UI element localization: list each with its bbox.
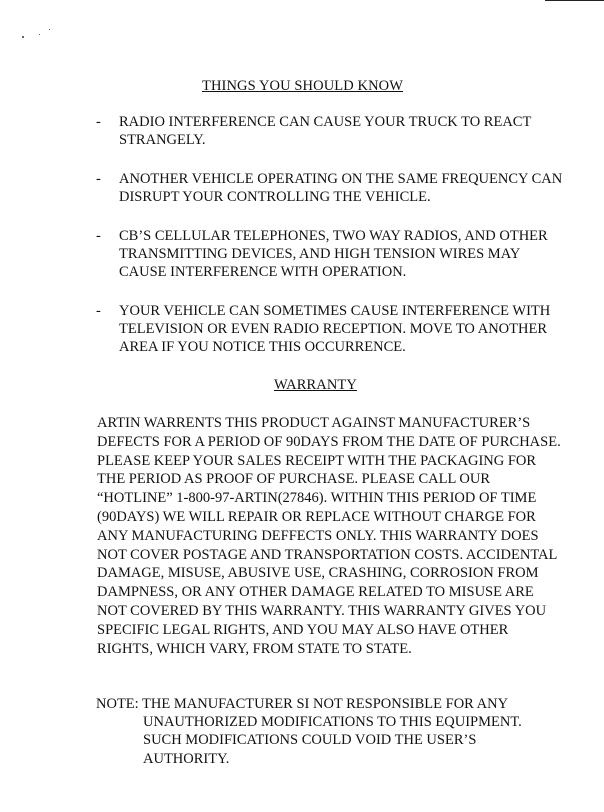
note-continuation-line: SUCH MODIFICATIONS COULD VOID THE USER’S [143, 732, 477, 749]
list-item-line: AREA IF YOU NOTICE THIS OCCURRENCE. [119, 339, 406, 355]
warranty-line: PLEASE KEEP YOUR SALES RECEIPT WITH THE PACKAGING FOR [97, 452, 537, 469]
warranty-heading: WARRANTY [274, 377, 357, 393]
list-item-line: STRANGELY. [119, 132, 206, 148]
warranty-line: DAMPNESS, OR ANY OTHER DAMAGE RELATED TO MISUSE ARE [97, 584, 534, 601]
warranty-line: THE PERIOD AS PROOF OF PURCHASE. PLEASE CALL OUR [97, 471, 491, 488]
things-you-should-know-heading: THINGS YOU SHOULD KNOW [202, 78, 404, 94]
warranty-paragraph [97, 414, 577, 658]
interference-bullet-list [96, 113, 576, 377]
list-item [96, 302, 576, 356]
scan-speck [49, 29, 50, 30]
warranty-line: ANY MANUFACTURING DEFFECTS ONLY. THIS WARRANTY DOES [97, 527, 539, 544]
list-item-line: TRANSMITTING DEVICES, AND HIGH TENSION WIRES MAY [119, 246, 521, 262]
list-item [96, 113, 576, 149]
warranty-line: DEFECTS FOR A PERIOD OF 90DAYS FROM THE DATE OF PURCHASE. [97, 433, 561, 450]
note-first-line: NOTE: THE MANUFACTURER SI NOT RESPONSIBLE FOR ANY [96, 696, 509, 712]
scan-edge-mark [545, 0, 604, 1]
warranty-line: (90DAYS) WE WILL REPAIR OR REPLACE WITHOUT CHARGE FOR [97, 508, 536, 525]
manufacturer-note [96, 695, 576, 768]
bullet-marker: - [96, 303, 101, 319]
warranty-line: “HOTLINE” 1-800-97-ARTIN(27846). WITHIN THIS PERIOD OF TIME [97, 490, 537, 507]
note-continuation-line: UNAUTHORIZED MODIFICATIONS TO THIS EQUIPMENT. [143, 714, 522, 731]
list-item [96, 227, 576, 281]
list-item-line: ANOTHER VEHICLE OPERATING ON THE SAME FREQUENCY CAN [119, 171, 563, 187]
warranty-line: RIGHTS, WHICH VARY, FROM STATE TO STATE. [97, 640, 412, 657]
warranty-line: SPECIFIC LEGAL RIGHTS, AND YOU MAY ALSO HAVE OTHER [97, 621, 509, 638]
list-item-line: TELEVISION OR EVEN RADIO RECEPTION. MOVE TO ANOTHER [119, 321, 547, 337]
warranty-line: ARTIN WARRENTS THIS PRODUCT AGAINST MANUFACTURER’S [97, 415, 531, 431]
bullet-marker: - [96, 171, 101, 187]
bullet-marker: - [96, 114, 101, 130]
list-item-line: CB’S CELLULAR TELEPHONES, TWO WAY RADIOS, AND OTHER [119, 228, 548, 244]
bullet-marker: - [96, 228, 101, 244]
list-item-line: YOUR VEHICLE CAN SOMETIMES CAUSE INTERFERENCE WITH [119, 303, 551, 319]
list-item-line: DISRUPT YOUR CONTROLLING THE VEHICLE. [119, 189, 431, 205]
scan-speck [39, 34, 40, 35]
list-item-line: RADIO INTERFERENCE CAN CAUSE YOUR TRUCK TO REACT [119, 114, 532, 130]
list-item-line: CAUSE INTERFERENCE WITH OPERATION. [119, 264, 407, 280]
warranty-line: NOT COVER POSTAGE AND TRANSPORTATION COSTS. ACCIDENTAL [97, 546, 558, 563]
warranty-line: DAMAGE, MISUSE, ABUSIVE USE, CRASHING, CORROSION FROM [97, 565, 539, 582]
note-continuation-line: AUTHORITY. [143, 750, 230, 767]
list-item [96, 170, 576, 206]
warranty-line: NOT COVERED BY THIS WARRANTY. THIS WARRANTY GIVES YOU [97, 602, 547, 619]
scan-speck [22, 36, 24, 38]
